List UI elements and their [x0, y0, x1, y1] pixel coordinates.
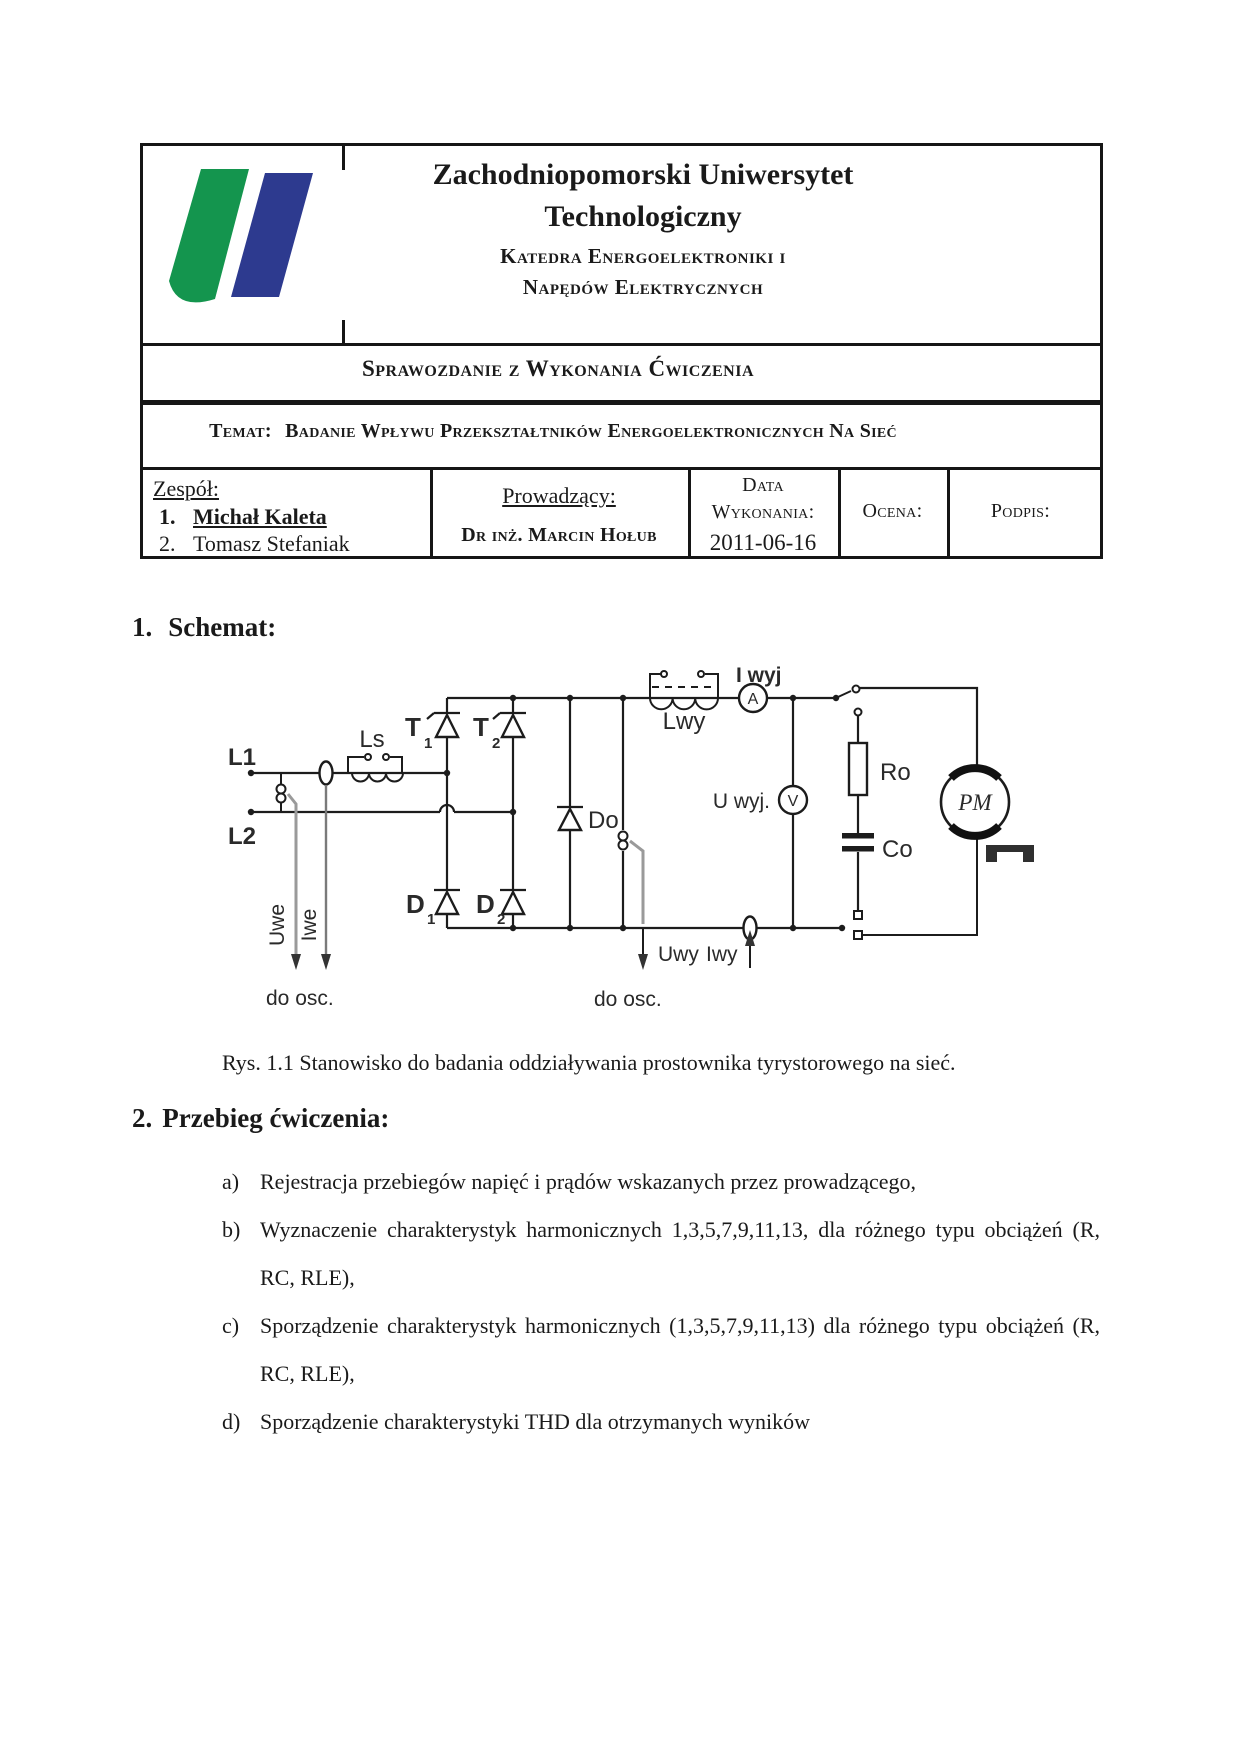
- junction: [567, 925, 573, 931]
- team-member-num: 1.: [159, 504, 176, 529]
- label-co: Co: [882, 836, 913, 863]
- section2-title: Przebieg ćwiczenia:: [162, 1103, 390, 1133]
- pm-bottom-wire: [862, 836, 977, 935]
- grade-label: Ocena:: [862, 500, 923, 522]
- uwy-arrowhead: [638, 954, 648, 970]
- date-label-line1: Data: [742, 474, 784, 496]
- label-do: Do: [588, 807, 619, 834]
- switch-blade: [838, 691, 851, 697]
- capacitor-co-plate: [842, 846, 874, 852]
- label-uwy: Uwy: [658, 943, 699, 966]
- to-oscilloscope-right: do osc.: [594, 988, 662, 1011]
- logo-cell-tick-top: [342, 146, 345, 170]
- to-oscilloscope-left: do osc.: [266, 987, 334, 1010]
- diode-d1-symbol: [436, 892, 458, 914]
- procedure-item-b: [222, 1206, 1100, 1302]
- label-t2: T: [473, 712, 489, 742]
- thyristor-t2-symbol: [502, 715, 524, 737]
- uwe-probe-icon: [277, 794, 286, 803]
- resistor-ro-symbol: [849, 743, 867, 795]
- item-text: Sporządzenie charakterystyki THD dla otrzymanych wyników: [260, 1409, 811, 1434]
- uwe-arrowhead: [291, 954, 301, 970]
- thyristor-t1-cathode: [427, 713, 460, 719]
- ls-inductor-coil: [352, 773, 403, 782]
- load-plug-lower: [854, 931, 862, 939]
- procedure-item-a: [222, 1158, 1100, 1206]
- logo-blue-shape: [231, 173, 313, 297]
- procedure-item-d: [222, 1398, 1100, 1446]
- junction: [510, 695, 516, 701]
- thyristor-t1-symbol: [436, 715, 458, 737]
- department-line2: Napędów Elektrycznych: [522, 275, 764, 299]
- signature-label: Podpis:: [990, 500, 1051, 522]
- junction: [620, 925, 626, 931]
- junction: [620, 695, 626, 701]
- item-marker: a): [222, 1169, 240, 1194]
- label-l2: L2: [228, 823, 257, 850]
- label-ls: Ls: [359, 726, 385, 753]
- capacitor-co-plate: [842, 833, 874, 839]
- table-rule-thick: [143, 400, 1100, 405]
- table-rule: [143, 343, 1100, 346]
- topic-label: Temat:: [209, 420, 272, 442]
- item-marker: d): [222, 1409, 241, 1434]
- diode-do-symbol: [559, 809, 581, 830]
- switch-pole: [833, 695, 839, 701]
- instructor-name: Dr inż. Marcin Hołub: [461, 524, 657, 546]
- label-t2-sub: 2: [492, 735, 501, 752]
- figure-caption: Rys. 1.1 Stanowisko do badania oddziaływania prostownika tyrystorowego na sieć.: [222, 1050, 956, 1075]
- label-pm: PM: [958, 790, 992, 815]
- ammeter-letter: A: [747, 691, 759, 708]
- label-i-wyj: I wyj: [736, 664, 782, 687]
- uwy-probe-icon: [619, 841, 628, 850]
- lwy-bypass-contact: [698, 671, 704, 677]
- label-iwe: Iwe: [298, 908, 321, 942]
- department-line1: Katedra Energoelektroniki i: [500, 244, 786, 268]
- label-d2-sub: 2: [497, 911, 506, 928]
- topic-text: Badanie Wpływu Przekształtników Energoelektronicznych Na Sieć: [285, 420, 897, 442]
- label-iwy: Iwy: [706, 943, 738, 966]
- report-title: Sprawozdanie z Wykonania Ćwiczenia: [361, 356, 755, 381]
- circuit-diagram: [200, 648, 1050, 1018]
- logo-cell-tick-bottom: [342, 320, 345, 343]
- thyristor-t2-cathode: [493, 713, 526, 719]
- l2-terminal: [248, 809, 254, 815]
- label-d1: D: [406, 889, 425, 919]
- section1-number: 1.: [132, 612, 153, 642]
- team-member-row: [159, 531, 350, 557]
- item-marker: b): [222, 1217, 241, 1242]
- junction: [790, 925, 796, 931]
- pm-mount-bracket: [986, 845, 1034, 862]
- iwe-current-sensor: [320, 762, 333, 785]
- junction: [510, 809, 516, 815]
- label-t1: T: [405, 712, 421, 742]
- team-member-row: [159, 504, 327, 530]
- team-member-name: Tomasz Stefaniak: [193, 531, 350, 556]
- junction: [444, 770, 450, 776]
- label-u-wyj: U wyj.: [712, 790, 770, 813]
- voltmeter-letter: V: [787, 793, 799, 810]
- ls-bypass-contact: [383, 754, 389, 760]
- label-l1: L1: [228, 744, 257, 771]
- rail-terminal: [839, 925, 845, 931]
- uwy-probe-icon: [619, 832, 628, 841]
- l2-wire: [251, 805, 513, 812]
- switch-contact-upper: [853, 686, 860, 693]
- junction: [510, 925, 516, 931]
- item-text: Rejestracja przebiegów napięć i prądów wskazanych przez prowadzącego,: [260, 1169, 917, 1194]
- instructor-label: Prowadzący:: [502, 483, 616, 508]
- uwe-osc-lead: [288, 794, 296, 956]
- topic-row: [158, 420, 948, 443]
- section2-number: 2.: [132, 1103, 153, 1133]
- pm-top-wire: [860, 688, 977, 768]
- iwe-arrowhead: [321, 954, 331, 970]
- ls-bypass-contact: [365, 754, 371, 760]
- label-d1-sub: 1: [427, 911, 436, 928]
- section1-heading: [132, 612, 276, 643]
- header-table: [140, 143, 1103, 559]
- date-value: 2011-06-16: [709, 530, 817, 555]
- team-member-name: Michał Kaleta: [193, 504, 327, 529]
- ls-bypass-wire: [348, 757, 402, 773]
- section2-heading: [132, 1103, 389, 1134]
- procedure-list: [222, 1158, 1100, 1446]
- item-text: Sporządzenie charakterystyk harmonicznych (1,3,5,7,9,11,13) dla różnego typu obciążeń (R, RC, RLE),: [260, 1313, 1100, 1386]
- label-ro: Ro: [880, 759, 911, 786]
- label-uwe: Uwe: [266, 903, 289, 947]
- load-plug-upper: [854, 911, 862, 919]
- label-t1-sub: 1: [424, 735, 433, 752]
- university-name-line1: Zachodniopomorski Uniwersytet: [432, 158, 854, 191]
- label-lwy: Lwy: [662, 708, 706, 735]
- item-text: Wyznaczenie charakterystyk harmonicznych 1,3,5,7,9,11,13, dla różnego typu obciążeń (R, RC, RLE),: [260, 1217, 1100, 1290]
- item-marker: c): [222, 1313, 240, 1338]
- label-d2: D: [476, 889, 495, 919]
- section1-title: Schemat:: [168, 612, 277, 642]
- uwe-probe-icon: [277, 785, 286, 794]
- lwy-bypass-contact: [661, 671, 667, 677]
- junction: [567, 695, 573, 701]
- junction: [790, 695, 796, 701]
- switch-contact-lower: [855, 709, 862, 716]
- uwy-osc-lead: [630, 841, 643, 924]
- date-label-line2: Wykonania:: [711, 501, 815, 523]
- team-label: Zespół:: [153, 476, 219, 501]
- team-member-num: 2.: [159, 531, 176, 556]
- procedure-item-c: [222, 1302, 1100, 1398]
- university-name-line2: Technologiczny: [544, 200, 742, 233]
- table-rule: [143, 467, 1100, 470]
- university-logo: [155, 161, 325, 316]
